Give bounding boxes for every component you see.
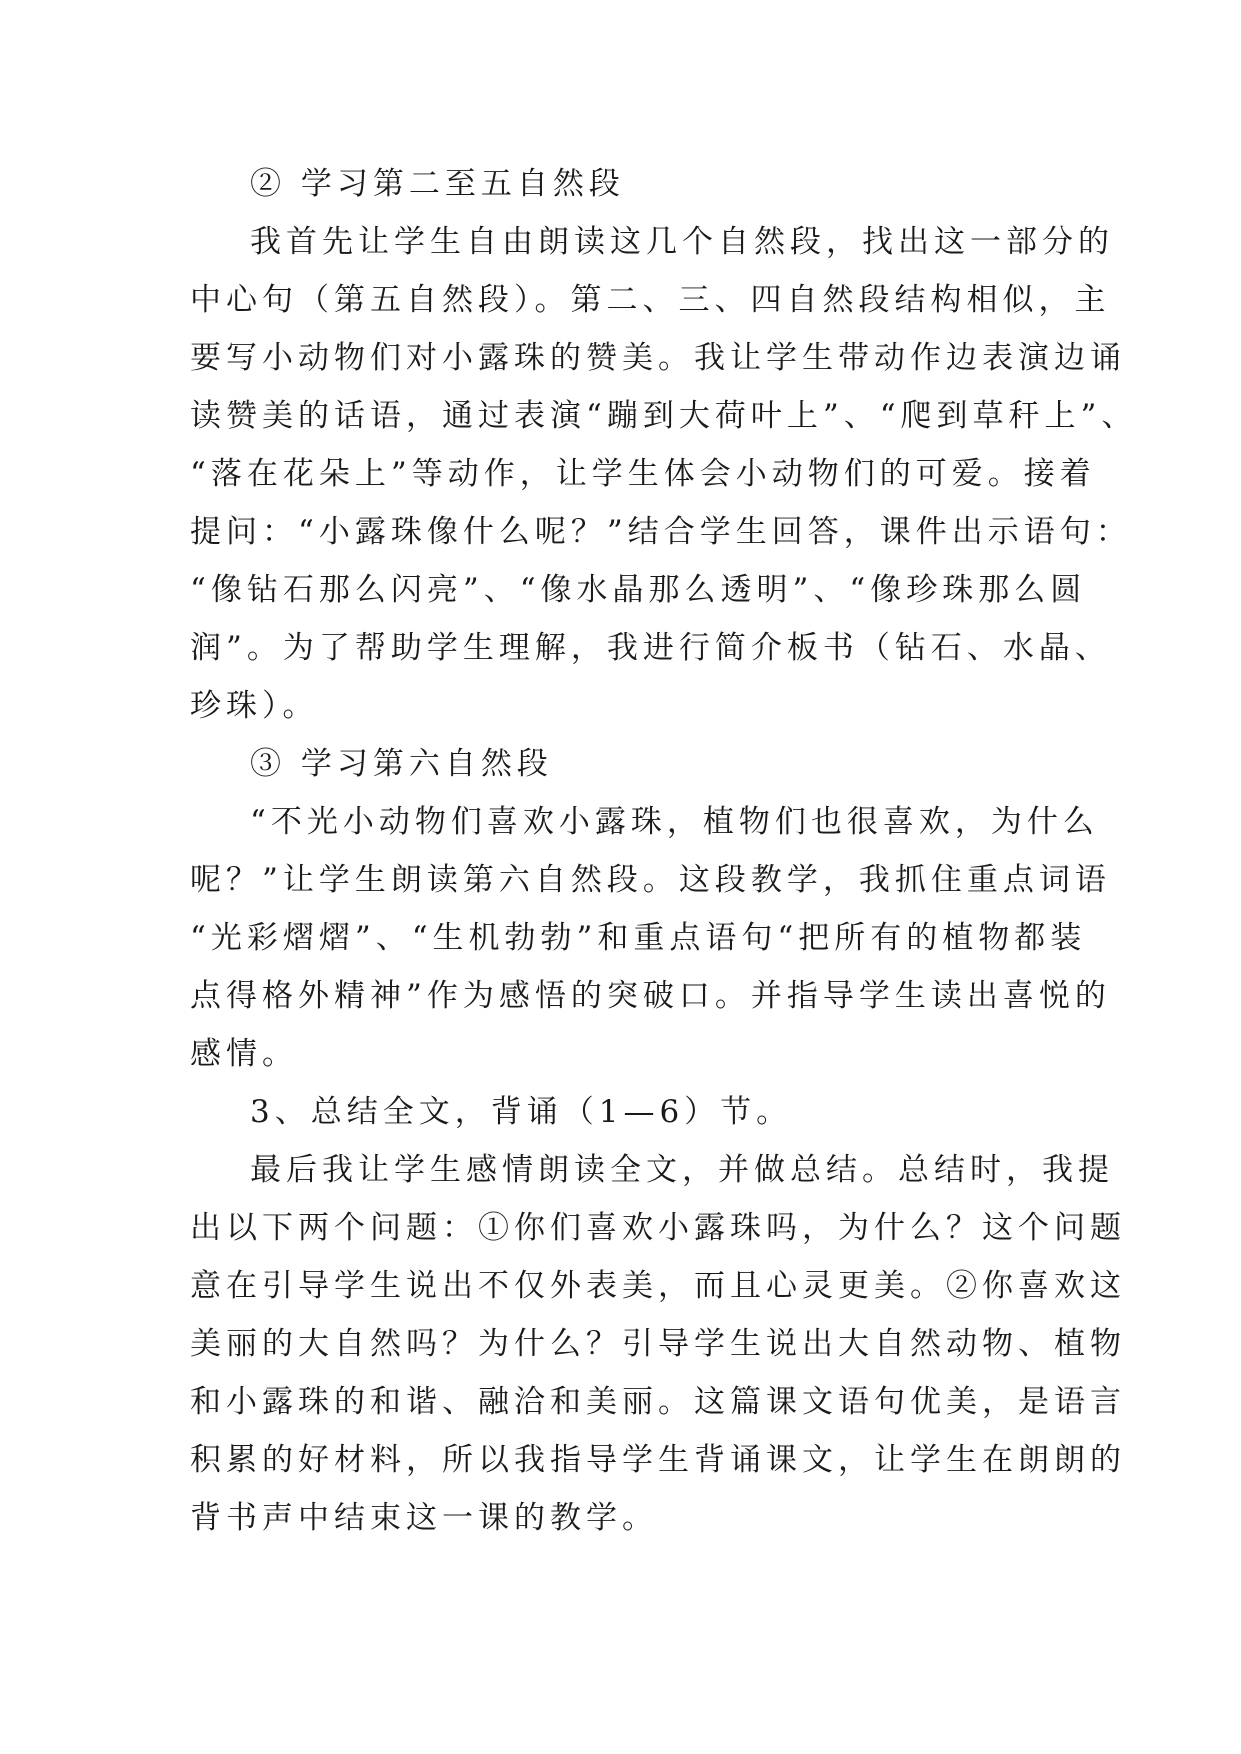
paragraph-line: “光彩熠熠”、“生机勃勃”和重点语句“把所有的植物都装 (190, 920, 1087, 956)
paragraph-line: 珍珠）。 (190, 688, 319, 724)
paragraph-line: 最后我让学生感情朗读全文，并做总结。总结时，我提 (250, 1152, 1114, 1188)
paragraph-line: “不光小动物们喜欢小露珠，植物们也很喜欢，为什么 (250, 804, 1099, 840)
section-heading-summary: 3、总结全文，背诵（1—6）节。 (250, 1094, 793, 1130)
paragraph-line: 润”。为了帮助学生理解，我进行简介板书（钻石、水晶、 (190, 630, 1111, 666)
paragraph-line: 出以下两个问题：①你们喜欢小露珠吗，为什么？这个问题 (190, 1210, 1126, 1246)
paragraph-line: 意在引导学生说出不仅外表美，而且心灵更美。②你喜欢这 (190, 1268, 1126, 1304)
paragraph-line: 美丽的大自然吗？为什么？引导学生说出大自然动物、植物 (190, 1326, 1126, 1362)
paragraph-line: 提问：“小露珠像什么呢？”结合学生回答，课件出示语句： (190, 514, 1132, 550)
section-heading-3: ③ 学习第六自然段 (250, 746, 553, 782)
paragraph-line: 积累的好材料，所以我指导学生背诵课文，让学生在朗朗的 (190, 1442, 1126, 1478)
paragraph-line: 感情。 (190, 1036, 298, 1072)
paragraph-line: 要写小动物们对小露珠的赞美。我让学生带动作边表演边诵 (190, 340, 1126, 376)
paragraph-line: 读赞美的话语，通过表演“蹦到大荷叶上”、“爬到草秆上”、 (190, 398, 1138, 434)
paragraph-line: “像钻石那么闪亮”、“像水晶那么透明”、“像珍珠那么圆 (190, 572, 1087, 608)
paragraph-line: 和小露珠的和谐、融洽和美丽。这篇课文语句优美，是语言 (190, 1384, 1126, 1420)
paragraph-line: 点得格外精神”作为感悟的突破口。并指导学生读出喜悦的 (190, 978, 1111, 1014)
paragraph-line: “落在花朵上”等动作，让学生体会小动物们的可爱。接着 (190, 456, 1096, 492)
paragraph-line: 中心句（第五自然段）。第二、三、四自然段结构相似，主 (190, 282, 1111, 318)
paragraph-line: 呢？”让学生朗读第六自然段。这段教学，我抓住重点词语 (190, 862, 1111, 898)
paragraph-line: 我首先让学生自由朗读这几个自然段，找出这一部分的 (250, 224, 1114, 260)
section-heading-2: ② 学习第二至五自然段 (250, 166, 625, 202)
paragraph-line: 背书声中结束这一课的教学。 (190, 1500, 658, 1536)
